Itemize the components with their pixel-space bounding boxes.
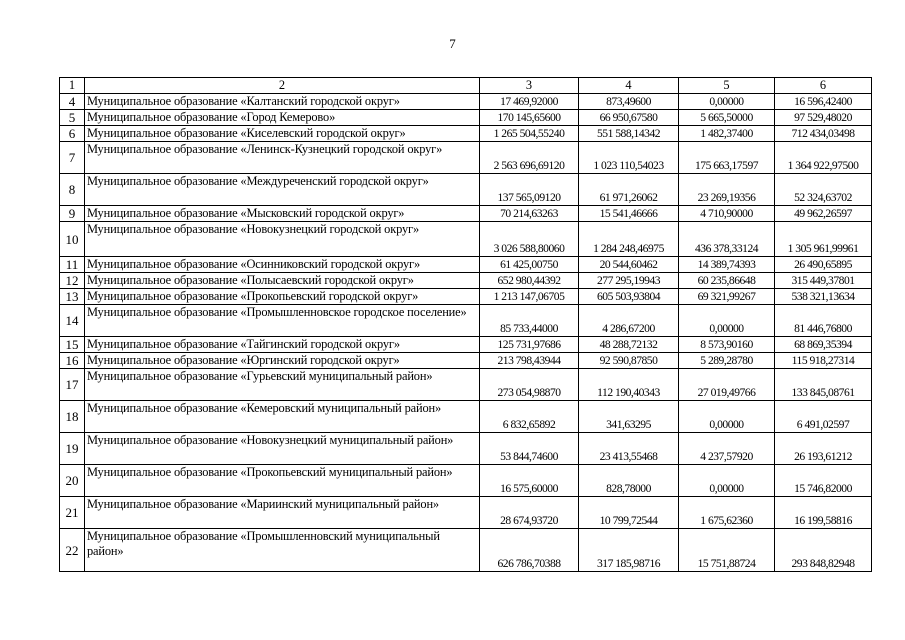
- municipality-name: Муниципальное образование «Междуреченский городской округ»: [85, 174, 480, 206]
- row-number: 13: [60, 289, 85, 305]
- header-cell: 6: [775, 78, 872, 94]
- municipality-name: Муниципальное образование «Киселевский городской округ»: [85, 126, 480, 142]
- municipality-name: Муниципальное образование «Новокузнецкий муниципальный район»: [85, 433, 480, 465]
- value-col-6: 712 434,03498: [775, 126, 872, 142]
- value-col-5: 5 665,50000: [679, 110, 775, 126]
- municipality-name: Муниципальное образование «Кемеровский муниципальный район»: [85, 401, 480, 433]
- value-col-3: 125 731,97686: [480, 337, 579, 353]
- value-col-6: 49 962,26597: [775, 206, 872, 222]
- value-col-3: 2 563 696,69120: [480, 142, 579, 174]
- value-col-5: 23 269,19356: [679, 174, 775, 206]
- value-col-3: 1 213 147,06705: [480, 289, 579, 305]
- value-col-3: 626 786,70388: [480, 529, 579, 572]
- header-cell: 4: [579, 78, 679, 94]
- value-col-6: 26 193,61212: [775, 433, 872, 465]
- row-number: 21: [60, 497, 85, 529]
- value-col-3: 28 674,93720: [480, 497, 579, 529]
- value-col-4: 873,49600: [579, 94, 679, 110]
- row-number: 17: [60, 369, 85, 401]
- table-row: [60, 126, 872, 142]
- value-col-3: 16 575,60000: [480, 465, 579, 497]
- value-col-6: 16 596,42400: [775, 94, 872, 110]
- value-col-6: 133 845,08761: [775, 369, 872, 401]
- municipality-name: Муниципальное образование «Мысковский городской округ»: [85, 206, 480, 222]
- value-col-3: 70 214,63263: [480, 206, 579, 222]
- table-row: [60, 110, 872, 126]
- header-cell: 3: [480, 78, 579, 94]
- header-cell: 1: [60, 78, 85, 94]
- value-col-4: 4 286,67200: [579, 305, 679, 337]
- value-col-5: 14 389,74393: [679, 257, 775, 273]
- value-col-5: 175 663,17597: [679, 142, 775, 174]
- table-row: [60, 401, 872, 433]
- value-col-6: 81 446,76800: [775, 305, 872, 337]
- row-number: 18: [60, 401, 85, 433]
- value-col-3: 17 469,92000: [480, 94, 579, 110]
- table-row: [60, 142, 872, 174]
- value-col-6: 97 529,48020: [775, 110, 872, 126]
- municipality-name: Муниципальное образование «Мариинский муниципальный район»: [85, 497, 480, 529]
- value-col-5: 1 482,37400: [679, 126, 775, 142]
- row-number: 12: [60, 273, 85, 289]
- row-number: 9: [60, 206, 85, 222]
- value-col-4: 551 588,14342: [579, 126, 679, 142]
- value-col-6: 26 490,65895: [775, 257, 872, 273]
- municipality-name: Муниципальное образование «Прокопьевский городской округ»: [85, 289, 480, 305]
- municipality-name: Муниципальное образование «Калтанский городской округ»: [85, 94, 480, 110]
- row-number: 10: [60, 222, 85, 257]
- table-row: [60, 289, 872, 305]
- value-col-5: 1 675,62360: [679, 497, 775, 529]
- value-col-3: 213 798,43944: [480, 353, 579, 369]
- table-row: [60, 222, 872, 257]
- value-col-3: 53 844,74600: [480, 433, 579, 465]
- financial-table: [59, 77, 872, 572]
- value-col-5: 0,00000: [679, 401, 775, 433]
- row-number: 6: [60, 126, 85, 142]
- header-cell: 5: [679, 78, 775, 94]
- value-col-5: 5 289,28780: [679, 353, 775, 369]
- table-row: [60, 174, 872, 206]
- municipality-name: Муниципальное образование «Осинниковский городской округ»: [85, 257, 480, 273]
- value-col-4: 112 190,40343: [579, 369, 679, 401]
- table-row: [60, 94, 872, 110]
- row-number: 22: [60, 529, 85, 572]
- table-row: [60, 433, 872, 465]
- value-col-4: 605 503,93804: [579, 289, 679, 305]
- value-col-3: 3 026 588,80060: [480, 222, 579, 257]
- value-col-5: 4 237,57920: [679, 433, 775, 465]
- value-col-4: 341,63295: [579, 401, 679, 433]
- value-col-4: 317 185,98716: [579, 529, 679, 572]
- row-number: 7: [60, 142, 85, 174]
- value-col-5: 4 710,90000: [679, 206, 775, 222]
- row-number: 20: [60, 465, 85, 497]
- value-col-5: 15 751,88724: [679, 529, 775, 572]
- municipality-name: Муниципальное образование «Полысаевский городской округ»: [85, 273, 480, 289]
- row-number: 14: [60, 305, 85, 337]
- row-number: 5: [60, 110, 85, 126]
- table-row: [60, 206, 872, 222]
- value-col-3: 652 980,44392: [480, 273, 579, 289]
- municipality-name: Муниципальное образование «Город Кемерово»: [85, 110, 480, 126]
- value-col-3: 137 565,09120: [480, 174, 579, 206]
- row-number: 19: [60, 433, 85, 465]
- table-row: [60, 257, 872, 273]
- row-number: 4: [60, 94, 85, 110]
- value-col-5: 8 573,90160: [679, 337, 775, 353]
- value-col-3: 170 145,65600: [480, 110, 579, 126]
- value-col-6: 293 848,82948: [775, 529, 872, 572]
- value-col-4: 20 544,60462: [579, 257, 679, 273]
- value-col-3: 85 733,44000: [480, 305, 579, 337]
- table-row: [60, 337, 872, 353]
- table-row: [60, 353, 872, 369]
- row-number: 11: [60, 257, 85, 273]
- value-col-5: 27 019,49766: [679, 369, 775, 401]
- value-col-4: 277 295,19943: [579, 273, 679, 289]
- value-col-6: 68 869,35394: [775, 337, 872, 353]
- municipality-name: Муниципальное образование «Новокузнецкий городской округ»: [85, 222, 480, 257]
- value-col-6: 1 364 922,97500: [775, 142, 872, 174]
- value-col-3: 1 265 504,55240: [480, 126, 579, 142]
- value-col-4: 66 950,67580: [579, 110, 679, 126]
- value-col-6: 52 324,63702: [775, 174, 872, 206]
- municipality-name: Муниципальное образование «Ленинск-Кузнецкий городской округ»: [85, 142, 480, 174]
- value-col-6: 115 918,27314: [775, 353, 872, 369]
- municipality-name: Муниципальное образование «Промышленновское городское поселение»: [85, 305, 480, 337]
- table-row: [60, 497, 872, 529]
- value-col-4: 92 590,87850: [579, 353, 679, 369]
- value-col-4: 48 288,72132: [579, 337, 679, 353]
- value-col-3: 6 832,65892: [480, 401, 579, 433]
- municipality-name: Муниципальное образование «Промышленновский муниципальный район»: [85, 529, 480, 572]
- value-col-4: 1 023 110,54023: [579, 142, 679, 174]
- municipality-name: Муниципальное образование «Гурьевский муниципальный район»: [85, 369, 480, 401]
- value-col-5: 0,00000: [679, 465, 775, 497]
- page-number: 7: [449, 36, 456, 51]
- row-number: 16: [60, 353, 85, 369]
- value-col-3: 273 054,98870: [480, 369, 579, 401]
- table-row: [60, 465, 872, 497]
- value-col-3: 61 425,00750: [480, 257, 579, 273]
- value-col-4: 15 541,46666: [579, 206, 679, 222]
- value-col-6: 538 321,13634: [775, 289, 872, 305]
- municipality-name: Муниципальное образование «Тайгинский городской округ»: [85, 337, 480, 353]
- value-col-6: 16 199,58816: [775, 497, 872, 529]
- table-row: [60, 273, 872, 289]
- header-row: [60, 78, 872, 94]
- row-number: 8: [60, 174, 85, 206]
- table-row: [60, 529, 872, 572]
- table-row: [60, 305, 872, 337]
- municipality-name: Муниципальное образование «Юргинский городской округ»: [85, 353, 480, 369]
- value-col-4: 23 413,55468: [579, 433, 679, 465]
- value-col-4: 1 284 248,46975: [579, 222, 679, 257]
- table-row: [60, 369, 872, 401]
- row-number: 15: [60, 337, 85, 353]
- municipality-name: Муниципальное образование «Прокопьевский муниципальный район»: [85, 465, 480, 497]
- value-col-4: 61 971,26062: [579, 174, 679, 206]
- value-col-4: 10 799,72544: [579, 497, 679, 529]
- header-cell: 2: [85, 78, 480, 94]
- value-col-5: 0,00000: [679, 305, 775, 337]
- value-col-5: 436 378,33124: [679, 222, 775, 257]
- value-col-6: 1 305 961,99961: [775, 222, 872, 257]
- value-col-6: 6 491,02597: [775, 401, 872, 433]
- value-col-4: 828,78000: [579, 465, 679, 497]
- value-col-5: 69 321,99267: [679, 289, 775, 305]
- value-col-6: 315 449,37801: [775, 273, 872, 289]
- value-col-5: 60 235,86648: [679, 273, 775, 289]
- value-col-5: 0,00000: [679, 94, 775, 110]
- value-col-6: 15 746,82000: [775, 465, 872, 497]
